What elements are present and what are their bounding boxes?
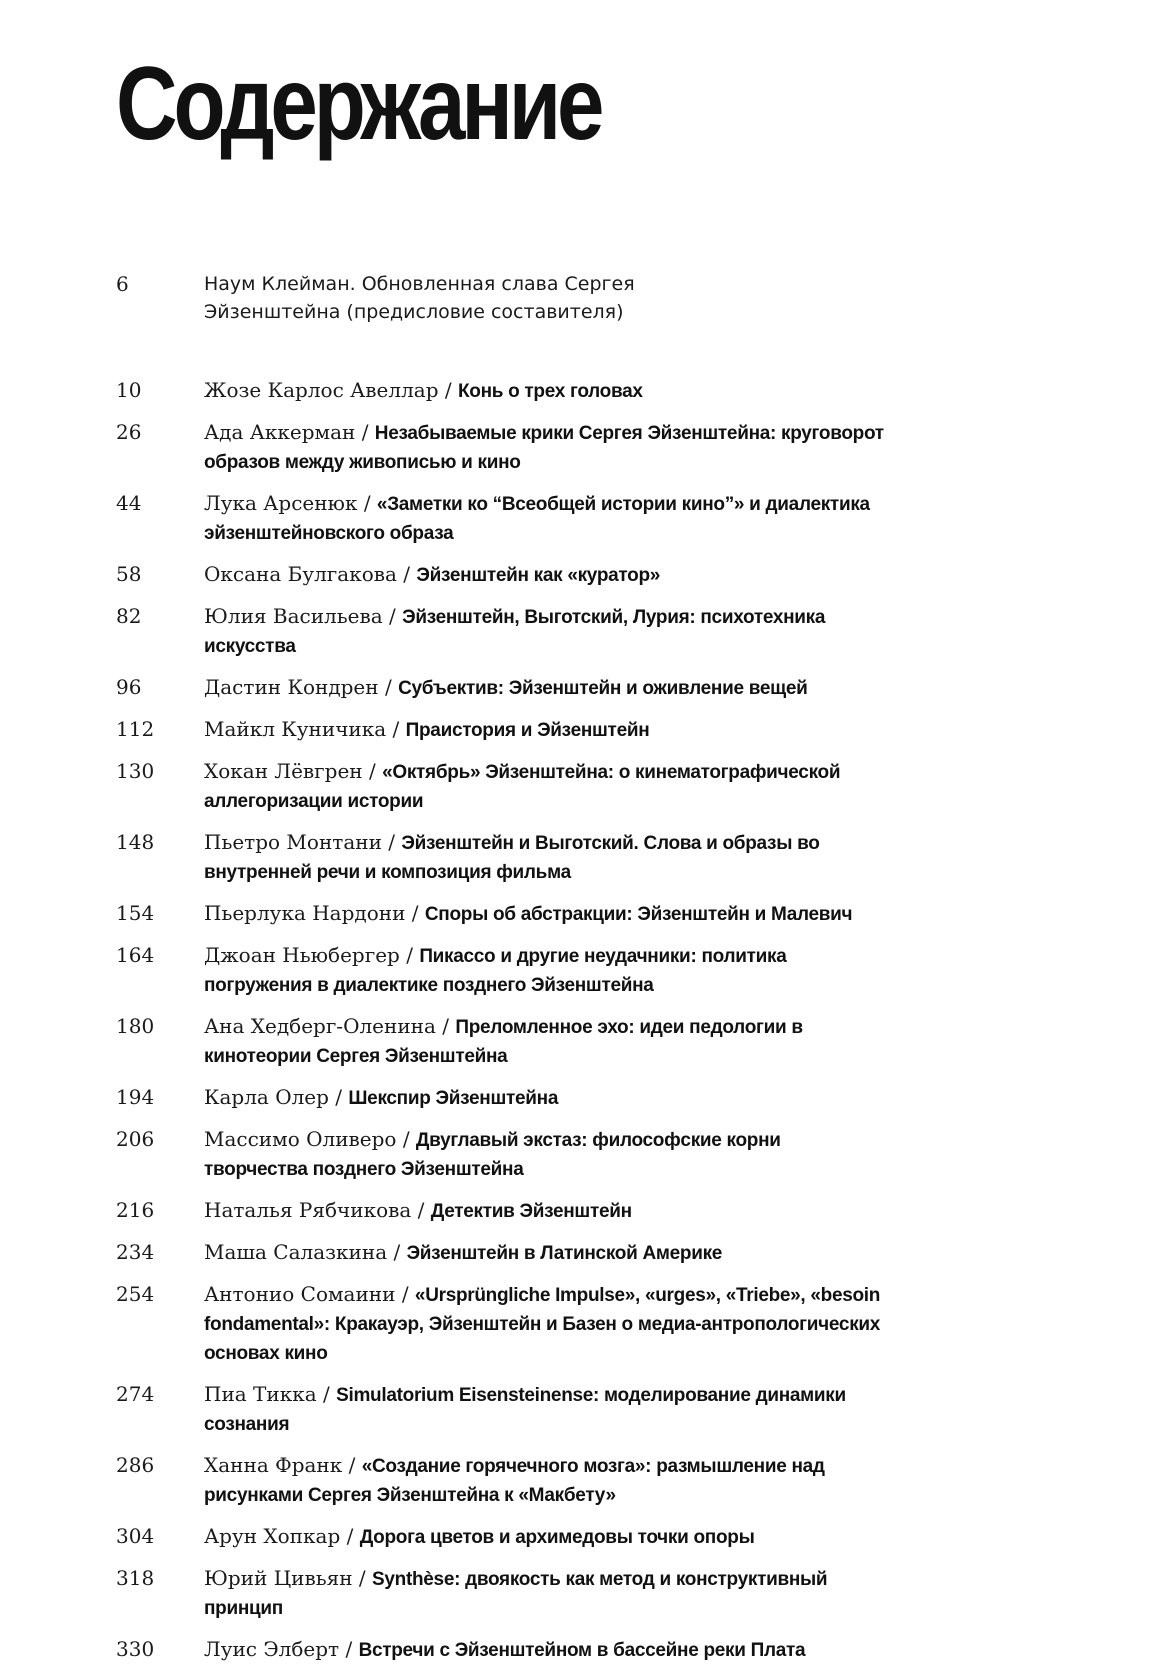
page-number: 148 <box>116 830 155 854</box>
author-name: Оксана Булгакова <box>204 562 397 586</box>
separator: / <box>396 1127 416 1151</box>
entry-text <box>204 828 884 887</box>
entry-text <box>204 1083 884 1113</box>
author-name: Пьерлука Нардони <box>204 901 406 925</box>
page-number: 180 <box>116 1014 155 1038</box>
toc-entry[interactable] <box>116 1196 1116 1226</box>
toc-entry[interactable] <box>116 757 1116 816</box>
page-number: 194 <box>116 1085 155 1109</box>
page-number: 112 <box>116 717 155 741</box>
author-name: Антонио Сомаини <box>204 1282 396 1306</box>
page-number: 6 <box>116 272 129 296</box>
separator: / <box>381 830 402 854</box>
separator: / <box>352 1566 373 1590</box>
page-number: 234 <box>116 1240 155 1264</box>
separator: / <box>328 1085 349 1109</box>
page-number: 216 <box>116 1198 155 1222</box>
chapter-title: Дорога цветов и архимедовы точки опоры <box>359 1527 755 1548</box>
entry-text <box>204 1238 884 1268</box>
author-name: Маша Салазкина <box>204 1240 388 1264</box>
toc-entry[interactable] <box>116 1380 1116 1439</box>
entry-text <box>204 1522 884 1552</box>
author-name: Массимо Оливеро <box>204 1127 397 1151</box>
chapter-title: Шекспир Эйзенштейна <box>348 1088 559 1109</box>
toc-entry[interactable] <box>116 376 1116 406</box>
chapter-title: Двуглавый экстаз: философские корни творчества позднего Эйзенштейна <box>204 1130 781 1180</box>
author-name: Пьетро Монтани <box>204 830 382 854</box>
separator: / <box>342 1453 362 1477</box>
chapter-title: Споры об абстракции: Эйзенштейн и Малевич <box>424 904 853 925</box>
chapter-title: «Ursprüngliche Impulse», «urges», «Triebe», «besoin fondamental»: Кракауэр, Эйзенштейн и Базен о медиа-антропологических основах кино <box>204 1285 881 1364</box>
separator: / <box>382 604 403 628</box>
toc-entry[interactable] <box>116 1238 1116 1268</box>
page-number: 286 <box>116 1453 155 1477</box>
author-name: Юрий Цивьян <box>204 1566 353 1590</box>
toc-entry[interactable] <box>116 715 1116 745</box>
chapter-title: Конь о трех головах <box>457 381 643 402</box>
entry-text <box>204 1380 884 1439</box>
page-number: 206 <box>116 1127 155 1151</box>
page-title: Содержание <box>116 46 601 162</box>
author-name: Лука Арсенюк <box>204 491 358 515</box>
author-name: Юлия Васильева <box>204 604 383 628</box>
chapter-title: Незабываемые крики Сергея Эйзенштейна: круговорот образов между живописью и кино <box>204 423 884 473</box>
page-number: 82 <box>116 604 142 628</box>
author-name: Наталья Рябчикова <box>204 1198 412 1222</box>
author-name: Пиа Тикка <box>204 1382 317 1406</box>
chapter-title: «Октябрь» Эйзенштейна: о кинематографической аллегоризации истории <box>204 762 841 812</box>
chapter-title: Праистория и Эйзенштейн <box>405 720 650 741</box>
toc-entry[interactable] <box>116 602 1116 661</box>
toc-entry[interactable] <box>116 1280 1116 1368</box>
toc-entry[interactable] <box>116 1564 1116 1623</box>
chapter-title: Эйзенштейн как «куратор» <box>416 565 661 586</box>
separator: / <box>316 1382 337 1406</box>
chapter-title: Synthèse: двоякость как метод и конструктивный принцип <box>204 1569 828 1619</box>
entry-text <box>204 941 884 1000</box>
chapter-title: Детектив Эйзенштейн <box>430 1201 632 1222</box>
page-number: 96 <box>116 675 142 699</box>
toc-entry[interactable] <box>116 489 1116 548</box>
separator: / <box>395 1282 415 1306</box>
entry-text <box>204 757 884 816</box>
entry-text <box>204 1125 884 1184</box>
separator: / <box>399 943 420 967</box>
chapter-title: Пикассо и другие неудачники: политика погружения в диалектике позднего Эйзенштейна <box>204 946 787 996</box>
entry-text <box>204 1196 884 1226</box>
page-number: 164 <box>116 943 155 967</box>
entry-text <box>204 715 884 745</box>
page-number: 254 <box>116 1282 155 1306</box>
chapter-title: Субъектив: Эйзенштейн и оживление вещей <box>398 678 808 699</box>
toc-entry[interactable] <box>116 828 1116 887</box>
chapter-title: Встречи с Эйзенштейном в бассейне реки Плата <box>358 1640 806 1661</box>
toc-entry[interactable] <box>116 1125 1116 1184</box>
entry-text <box>204 1451 884 1510</box>
separator: / <box>378 675 399 699</box>
chapter-title: Эйзенштейн и Выготский. Слова и образы во внутренней речи и композиция фильма <box>204 833 820 883</box>
author-name: Джоан Ньюбергер <box>204 943 400 967</box>
entry-text <box>204 489 884 548</box>
toc-entry[interactable] <box>116 1635 1116 1665</box>
author-name: Луис Элберт <box>204 1637 340 1661</box>
page-number: 44 <box>116 491 142 515</box>
intro-text: Наум Клейман. Обновленная слава Сергея Эйзенштейна (предисловие составителя) <box>204 273 635 323</box>
chapter-title: «Создание горячечного мозга»: размышление над рисунками Сергея Эйзенштейна к «Макбету» <box>204 1456 825 1506</box>
toc-entry[interactable] <box>116 1083 1116 1113</box>
separator: / <box>438 378 458 402</box>
toc-entry[interactable] <box>116 1522 1116 1552</box>
toc-entry[interactable] <box>116 1451 1116 1510</box>
author-name: Дастин Кондрен <box>204 675 379 699</box>
author-name: Карла Олер <box>204 1085 329 1109</box>
toc-entry[interactable] <box>116 899 1116 929</box>
chapter-title: Преломленное эхо: идеи педологии в кинотеории Сергея Эйзенштейна <box>204 1017 803 1067</box>
entry-text <box>204 1635 884 1665</box>
separator: / <box>362 759 383 783</box>
page-number: 130 <box>116 759 155 783</box>
page-number: 58 <box>116 562 142 586</box>
page-number: 304 <box>116 1524 155 1548</box>
page-number: 10 <box>116 378 142 402</box>
page-number: 154 <box>116 901 155 925</box>
toc-intro-entry[interactable] <box>116 270 1116 326</box>
toc-entry[interactable] <box>116 418 1116 477</box>
separator: / <box>339 1637 359 1661</box>
separator: / <box>405 901 425 925</box>
separator: / <box>435 1014 456 1038</box>
entry-text <box>204 602 884 661</box>
entry-text <box>204 1564 884 1623</box>
author-name: Арун Хопкар <box>204 1524 341 1548</box>
author-name: Ханна Франк <box>204 1453 343 1477</box>
page-number: 26 <box>116 420 142 444</box>
author-name: Майкл Куничика <box>204 717 387 741</box>
separator: / <box>355 420 375 444</box>
separator: / <box>340 1524 360 1548</box>
entry-text <box>204 899 884 929</box>
entry-text <box>204 418 884 477</box>
entry-text <box>204 1280 884 1368</box>
separator: / <box>357 491 377 515</box>
separator: / <box>396 562 417 586</box>
toc-entry[interactable] <box>116 941 1116 1000</box>
page-number: 274 <box>116 1382 155 1406</box>
separator: / <box>411 1198 431 1222</box>
toc-entry[interactable] <box>116 1012 1116 1071</box>
toc-entry-list <box>116 376 1116 1665</box>
author-name: Жозе Карлос Авеллар <box>204 378 439 402</box>
author-name: Ада Аккерман <box>204 420 356 444</box>
chapter-title: Эйзенштейн в Латинской Америке <box>406 1243 723 1264</box>
entry-text <box>204 376 884 406</box>
entry-text <box>204 1012 884 1071</box>
author-name: Хокан Лёвгрен <box>204 759 363 783</box>
toc-entry[interactable] <box>116 560 1116 590</box>
toc-entry[interactable] <box>116 673 1116 703</box>
entry-text <box>204 560 884 590</box>
chapter-title: «Заметки ко “Всеобщей истории кино”» и диалектика эйзенштейновского образа <box>204 494 870 544</box>
author-name: Ана Хедберг-Оленина <box>204 1014 436 1038</box>
page-number: 330 <box>116 1637 155 1661</box>
chapter-title: Эйзенштейн, Выготский, Лурия: психотехника искусства <box>204 607 826 657</box>
page-number: 318 <box>116 1566 155 1590</box>
entry-text <box>204 673 884 703</box>
separator: / <box>387 1240 407 1264</box>
table-of-contents <box>116 270 1116 1677</box>
chapter-title: Simulatorium Eisensteinense: моделирование динамики сознания <box>204 1385 846 1435</box>
separator: / <box>386 717 406 741</box>
